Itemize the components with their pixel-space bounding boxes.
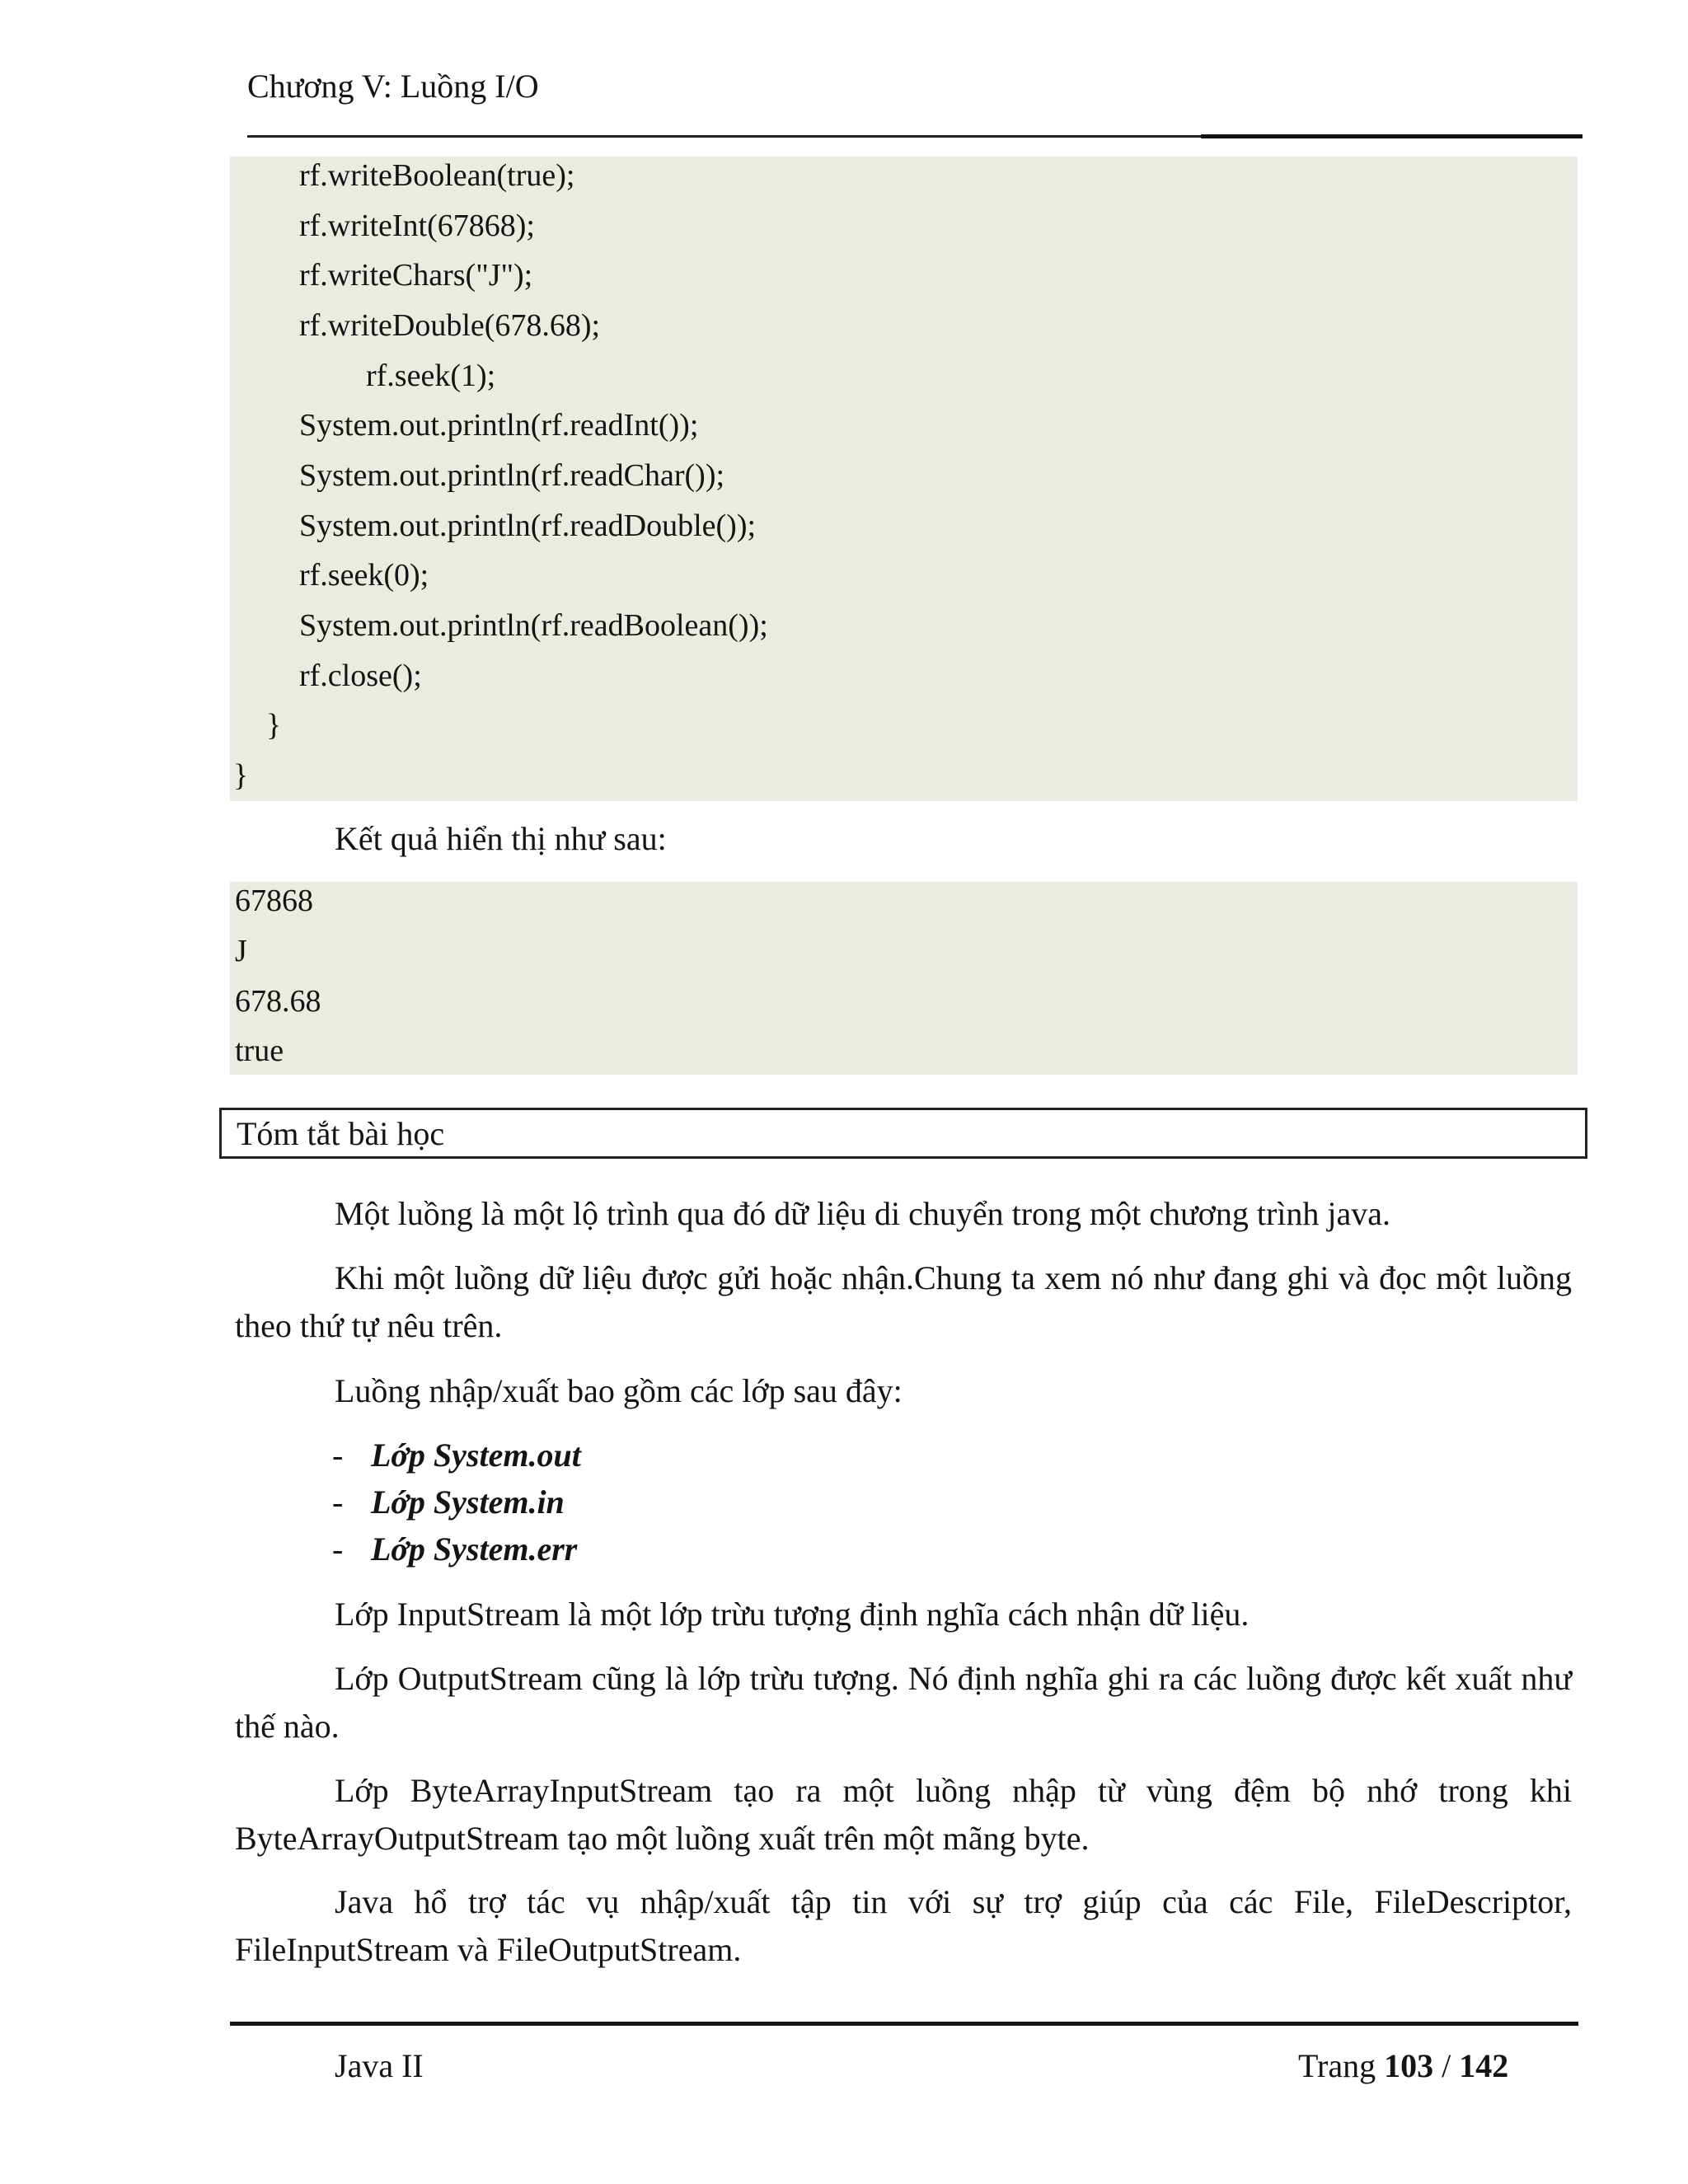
- code-line: System.out.println(rf.readInt());: [299, 408, 699, 443]
- bullet-dash: -: [332, 1483, 344, 1521]
- summary-title: Tóm tắt bài học: [237, 1115, 445, 1152]
- code-line: rf.writeInt(67868);: [299, 209, 535, 243]
- summary-paragraph: Khi một luồng dữ liệu được gửi hoặc nhận.Chung ta xem nó như đang ghi và đọc một luồng theo thứ tự nêu trên.: [235, 1259, 1572, 1344]
- list-item: [332, 1479, 565, 1526]
- list-item: [332, 1432, 581, 1479]
- footer-course-name: Java II: [335, 2047, 424, 2084]
- page-separator: /: [1442, 2047, 1451, 2084]
- list-item-label: Lớp System.err: [371, 1530, 578, 1568]
- code-line: System.out.println(rf.readBoolean());: [299, 608, 768, 643]
- summary-paragraph: Lớp InputStream là một lớp trừu tượng định nghĩa cách nhận dữ liệu.: [335, 1596, 1250, 1633]
- summary-paragraph: Lớp OutputStream cũng là lớp trừu tượng. Nó định nghĩa ghi ra các luồng được kết xuất như thế nào.: [235, 1660, 1572, 1745]
- footer-divider: [230, 2022, 1578, 2026]
- header-divider-accent: [1201, 134, 1582, 138]
- code-line: System.out.println(rf.readChar());: [299, 458, 725, 493]
- output-line: 678.68: [235, 984, 321, 1019]
- output-line: 67868: [235, 883, 313, 918]
- list-item-label: Lớp System.in: [371, 1483, 565, 1521]
- code-line: rf.close();: [299, 658, 422, 693]
- summary-paragraph: Lớp ByteArrayInputStream tạo ra một luồng nhập từ vùng đệm bộ nhớ trong khi ByteArrayOutputStream tạo một luồng xuất trên một mãng byte.: [235, 1772, 1572, 1857]
- code-line: rf.seek(0);: [299, 558, 429, 593]
- code-line: }: [266, 708, 282, 743]
- summary-paragraph: Một luồng là một lộ trình qua đó dữ liệu di chuyển trong một chương trình java.: [335, 1195, 1390, 1232]
- code-line: rf.seek(1);: [366, 359, 496, 393]
- summary-heading-box: [219, 1108, 1587, 1159]
- result-intro: Kết quả hiển thị như sau:: [335, 820, 667, 857]
- list-item-label: Lớp System.out: [371, 1436, 581, 1474]
- summary-paragraph: Luồng nhập/xuất bao gồm các lớp sau đây:: [335, 1372, 903, 1409]
- page-number: [1298, 2044, 1508, 2088]
- code-block: [230, 157, 1578, 801]
- output-block: [230, 882, 1578, 1075]
- page-prefix: Trang: [1298, 2047, 1376, 2084]
- chapter-title: Chương V: Luồng I/O: [247, 68, 539, 105]
- code-line: rf.writeDouble(678.68);: [299, 308, 601, 343]
- list-item: [332, 1526, 577, 1573]
- code-line: }: [233, 758, 249, 793]
- header-divider: [247, 135, 1201, 138]
- output-line: J: [235, 934, 247, 968]
- page-current: 103: [1384, 2047, 1434, 2084]
- bullet-dash: -: [332, 1436, 344, 1474]
- bullet-dash: -: [332, 1530, 344, 1568]
- code-line: System.out.println(rf.readDouble());: [299, 509, 757, 543]
- summary-paragraph: Java hổ trợ tác vụ nhập/xuất tập tin với sự trợ giúp của các File, FileDescriptor, FileInputStream và FileOutputStream.: [235, 1883, 1572, 1968]
- code-line: rf.writeChars("J");: [299, 258, 533, 293]
- code-line: rf.writeBoolean(true);: [299, 158, 575, 193]
- page-total: 142: [1459, 2047, 1509, 2084]
- output-line: true: [235, 1033, 284, 1068]
